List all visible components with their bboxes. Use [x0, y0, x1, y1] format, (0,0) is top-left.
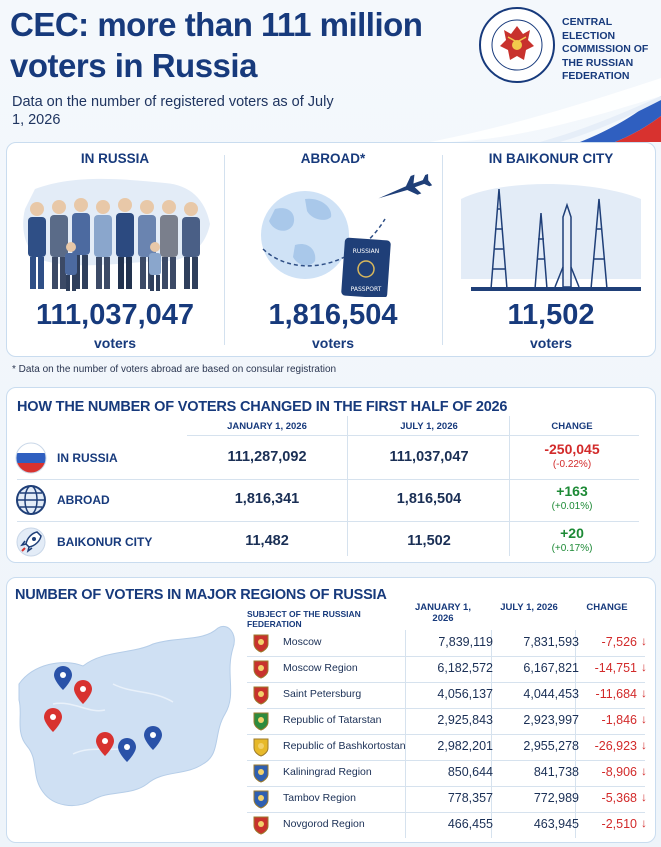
col-header-jan: JANUARY 1, 2026: [415, 602, 471, 624]
col-header-subject: SUBJECT OF THE RUSSIAN FEDERATION: [247, 609, 361, 629]
row-label: IN RUSSIA: [57, 451, 118, 465]
col-header-change: CHANGE: [586, 602, 628, 613]
summary-value: 111,037,047: [35, 299, 195, 331]
region-row: [247, 760, 651, 786]
summary-value: 1,816,504: [268, 299, 398, 331]
summary-card: [6, 142, 656, 357]
arrow-down-icon: ↓: [641, 634, 647, 648]
russian-flag-icon: [15, 442, 47, 474]
svg-text:RUSSIAN: RUSSIAN: [352, 248, 380, 255]
change-value: -250,045: [544, 441, 600, 457]
summary-unit: voters: [93, 335, 137, 351]
region-row: [247, 734, 651, 760]
value-jan: 111,287,092: [227, 449, 307, 465]
region-name: Moscow: [283, 636, 322, 648]
change-value: -11,684: [595, 687, 637, 701]
change-row: [7, 522, 657, 562]
regions-card: [6, 577, 656, 843]
region-name: Kaliningrad Region: [283, 766, 372, 778]
globe-passport-illustration: [235, 169, 435, 297]
value-jul: 2,923,997: [523, 713, 579, 727]
summary-value: 11,502: [507, 299, 595, 331]
region-name: Republic of Bashkortostan: [283, 740, 406, 752]
arrow-down-icon: ↓: [641, 790, 647, 804]
change-percent: (-0.22%): [552, 459, 592, 470]
change-percent: (+0.01%): [551, 501, 593, 512]
value-jan: 466,455: [447, 817, 493, 831]
voter-change-card: [6, 387, 656, 563]
region-row: [247, 786, 651, 812]
summary-unit: voters: [311, 335, 355, 351]
rocket-icon: [15, 526, 47, 558]
value-jan: 4,056,137: [437, 687, 493, 701]
col-header-change: CHANGE: [551, 421, 593, 432]
value-jul: 841,738: [533, 765, 579, 779]
value-jan: 6,182,572: [437, 661, 493, 675]
region-emblem-icon: [251, 659, 271, 679]
value-jan: 778,357: [447, 791, 493, 805]
arrow-down-icon: ↓: [641, 816, 647, 830]
change-value: -2,510: [601, 817, 637, 831]
value-jan: 11,482: [245, 533, 289, 549]
svg-text:PASSPORT: PASSPORT: [350, 286, 382, 293]
value-jul: 6,167,821: [523, 661, 579, 675]
region-name: Republic of Tatarstan: [283, 714, 382, 726]
cec-seal-logo: [478, 6, 556, 84]
summary-heading: ABROAD*: [300, 151, 366, 166]
airplane-icon: [375, 170, 434, 208]
region-emblem-icon: [251, 633, 271, 653]
summary-unit: voters: [529, 335, 573, 351]
region-row: [247, 812, 651, 838]
value-jul: 4,044,453: [523, 687, 579, 701]
row-label: ABROAD: [57, 493, 110, 507]
organization-name: CENTRAL ELECTION COMMISSION OF THE RUSSIAN FEDERATION: [562, 16, 649, 82]
change-value: +163: [556, 483, 588, 499]
change-row: [7, 438, 657, 478]
region-emblem-icon: [251, 815, 271, 835]
col-header-jan: JANUARY 1, 2026: [227, 421, 307, 432]
change-value: -8,906: [601, 765, 637, 779]
section-title: HOW THE NUMBER OF VOTERS CHANGED IN THE FIRST HALF OF 2026: [17, 399, 508, 415]
russia-map-illustration: [13, 614, 241, 840]
value-jan: 2,925,843: [437, 713, 493, 727]
region-emblem-icon: [251, 685, 271, 705]
value-jan: 7,839,119: [438, 635, 493, 649]
col-header-jul: JULY 1, 2026: [500, 602, 558, 613]
change-value: -1,846: [601, 713, 637, 727]
region-row: [247, 708, 651, 734]
page-subtitle: Data on the number of registered voters as of July 1, 2026: [12, 94, 334, 128]
value-jul: 1,816,504: [396, 491, 462, 507]
region-name: Saint Petersburg: [283, 688, 362, 700]
footnote: * Data on the number of voters abroad are based on consular registration: [12, 364, 337, 375]
value-jul: 7,831,593: [523, 635, 579, 649]
change-value: +20: [560, 525, 584, 541]
region-emblem-icon: [251, 763, 271, 783]
region-name: Tambov Region: [283, 792, 356, 804]
change-value: -14,751: [594, 661, 637, 675]
row-label: BAIKONUR CITY: [57, 535, 153, 549]
col-header-jul: JULY 1, 2026: [400, 421, 458, 432]
summary-heading: IN BAIKONUR CITY: [488, 151, 614, 166]
change-percent: (+0.17%): [551, 543, 593, 554]
summary-in-russia: [7, 143, 223, 358]
section-title: NUMBER OF VOTERS IN MAJOR REGIONS OF RUSSIA: [15, 587, 387, 603]
region-name: Moscow Region: [283, 662, 358, 674]
value-jul: 11,502: [407, 533, 451, 549]
value-jan: 1,816,341: [234, 491, 300, 507]
launch-towers-illustration: [451, 169, 651, 297]
region-row: [247, 682, 651, 708]
summary-heading: IN RUSSIA: [80, 151, 150, 166]
change-value: -5,368: [601, 791, 637, 805]
globe-icon: [15, 484, 47, 516]
arrow-down-icon: ↓: [641, 686, 647, 700]
region-row: [247, 656, 651, 682]
arrow-down-icon: ↓: [641, 712, 647, 726]
value-jan: 850,644: [447, 765, 493, 779]
arrow-down-icon: ↓: [641, 738, 647, 752]
arrow-down-icon: ↓: [641, 764, 647, 778]
change-row: [7, 480, 657, 520]
region-emblem-icon: [251, 789, 271, 809]
value-jul: 463,945: [533, 817, 579, 831]
value-jul: 2,955,278: [523, 739, 579, 753]
value-jan: 2,982,201: [437, 739, 493, 753]
value-jul: 111,037,047: [389, 449, 469, 465]
page-title: CEC: more than 111 million voters in Russia: [10, 6, 423, 84]
region-name: Novgorod Region: [283, 818, 365, 830]
arrow-down-icon: ↓: [641, 660, 647, 674]
voters-crowd-illustration: [15, 169, 215, 297]
passport-icon: [341, 237, 391, 297]
change-value: -7,526: [601, 635, 637, 649]
region-emblem-icon: [251, 737, 271, 757]
change-value: -26,923: [594, 739, 637, 753]
value-jul: 772,989: [533, 791, 579, 805]
region-emblem-icon: [251, 711, 271, 731]
summary-abroad: [225, 143, 441, 358]
region-row: [247, 630, 651, 656]
summary-baikonur: [443, 143, 659, 358]
